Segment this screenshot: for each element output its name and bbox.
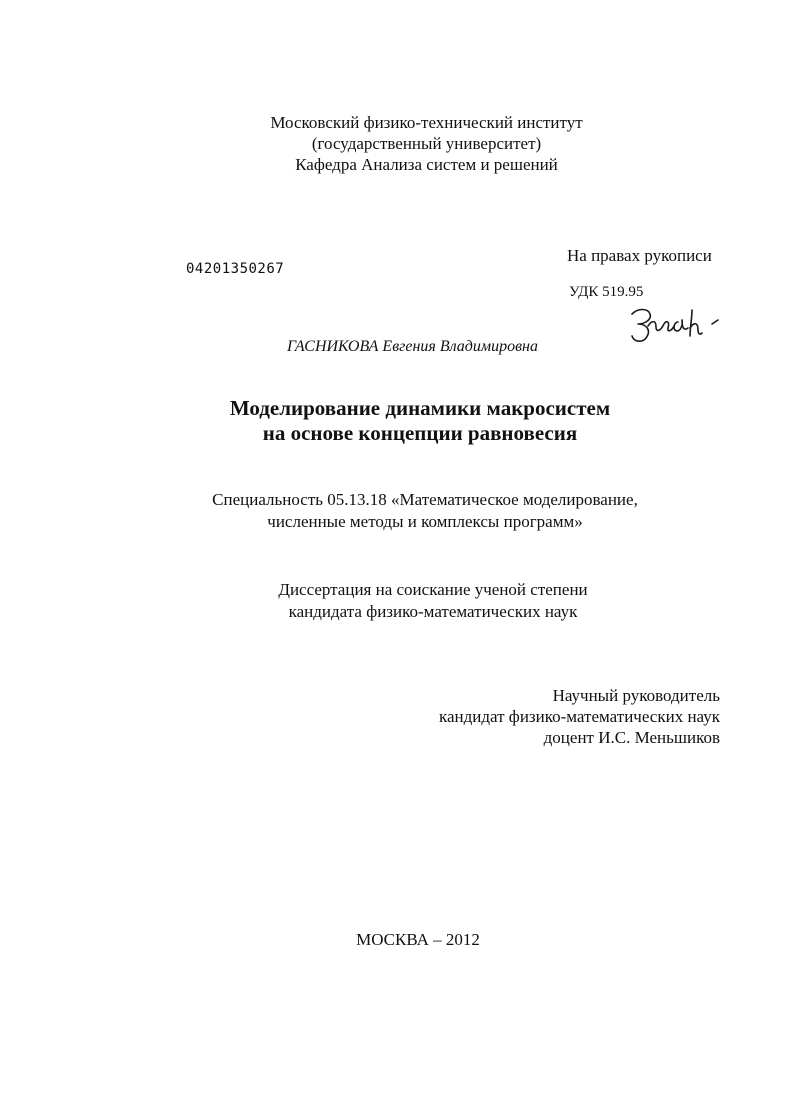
- degree-block: [0, 579, 800, 623]
- specialty-line: численные методы и комплексы программ»: [267, 512, 583, 531]
- dissertation-title: [0, 396, 800, 446]
- degree-line: Диссертация на соискание ученой степени: [278, 580, 588, 599]
- degree-line: кандидата физико-математических наук: [288, 602, 578, 621]
- title-line: на основе концепции равновесия: [262, 421, 578, 445]
- specialty-line: Специальность 05.13.18 «Математическое моделирование,: [212, 490, 638, 509]
- city-year: МОСКВА – 2012: [356, 930, 480, 949]
- specialty-block: [0, 489, 800, 533]
- institution-name: Московский физико-технический институт: [270, 113, 583, 132]
- supervisor-block: [439, 685, 720, 748]
- document-code-number: 04201350267: [186, 261, 285, 277]
- department-name: Кафедра Анализа систем и решений: [295, 155, 558, 174]
- manuscript-rights-note: На правах рукописи: [567, 246, 712, 265]
- institution-status: (государственный университет): [311, 134, 542, 153]
- supervisor-name: доцент И.С. Меньшиков: [543, 728, 720, 747]
- handwritten-signature: [626, 300, 722, 346]
- title-line: Моделирование динамики макросистем: [229, 396, 611, 420]
- author-name: ГАСНИКОВА Евгения Владимировна: [287, 338, 538, 355]
- institution-block: [0, 112, 800, 175]
- supervisor-degree: кандидат физико-математических наук: [438, 707, 720, 726]
- supervisor-role: Научный руководитель: [552, 686, 720, 705]
- udk-code: УДК 519.95: [569, 284, 644, 300]
